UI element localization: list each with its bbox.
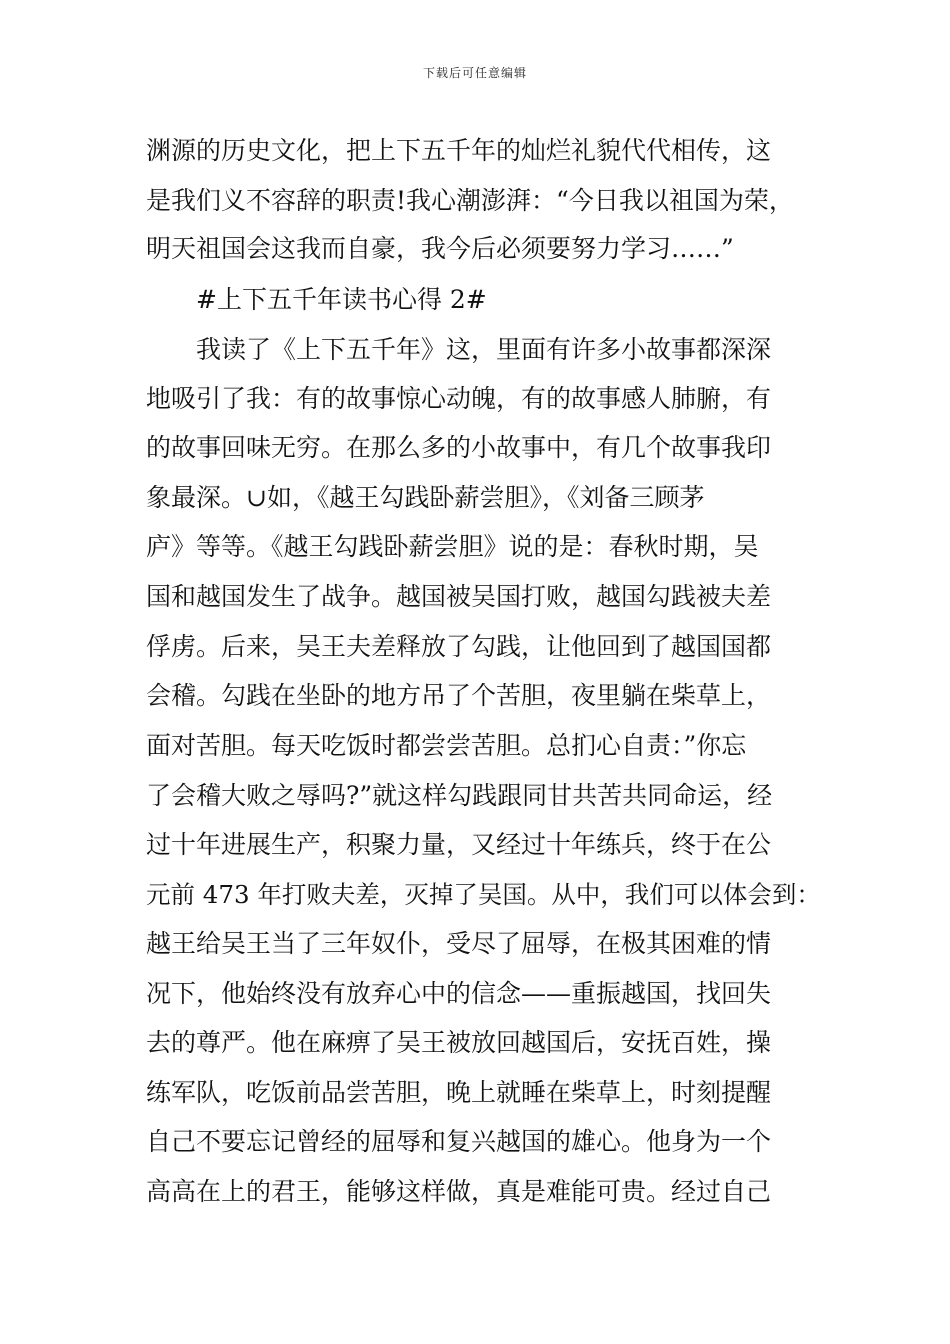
page-header: 下载后可任意编辑	[422, 66, 527, 80]
paragraph-first-line: 我读了《上下五千年》这，里面有许多小故事都深深	[196, 335, 772, 364]
body-line: 元前 473 年打败夫差，灭掉了吴国。从中，我们可以体会到：	[146, 880, 821, 909]
body-line: 的故事回味无穷。在那么多的小故事中，有几个故事我印	[146, 433, 772, 462]
body-line: 是我们义不容辞的职责!我心潮澎湃：“今日我以祖国为荣，	[146, 186, 794, 215]
body-line: 地吸引了我：有的故事惊心动魄，有的故事感人肺腑，有	[146, 384, 772, 413]
body-line: 自己不要忘记曾经的屈辱和复兴越国的雄心。他身为一个	[146, 1127, 772, 1156]
body-line: 明天祖国会这我而自豪，我今后必须要努力学习……”	[146, 234, 734, 263]
body-line: 越王给吴王当了三年奴仆，受尽了屈辱，在极其困难的情	[146, 929, 772, 958]
body-line: 庐》等等。《越王勾践卧薪尝胆》说的是：春秋时期，吴	[146, 532, 759, 561]
body-line: 面对苦胆。每天吃饭时都尝尝苦胆。总扪心自责：”你忘	[146, 731, 747, 760]
body-line: 练军队，吃饭前品尝苦胆，晚上就睡在柴草上，时刻提醒	[146, 1078, 772, 1107]
body-line: 高高在上的君王，能够这样做，真是难能可贵。经过自己	[146, 1177, 772, 1206]
body-line: 国和越国发生了战争。越国被吴国打败，越国勾践被夫差	[146, 582, 772, 611]
body-line: 过十年进展生产，积聚力量，又经过十年练兵，终于在公	[146, 830, 772, 859]
body-line: 象最深。∪如，《越王勾践卧薪尝胆》，《刘备三顾茅	[146, 483, 705, 512]
body-line: 去的尊严。他在麻痹了吴王被放回越国后，安抚百姓，操	[146, 1028, 772, 1057]
body-line: 渊源的历史文化，把上下五千年的灿烂礼貌代代相传，这	[146, 136, 772, 165]
body-line: 俘虏。后来，吴王夫差释放了勾践，让他回到了越国国都	[146, 632, 772, 661]
body-line: 况下，他始终没有放弃心中的信念——重振越国，找回失	[146, 979, 772, 1008]
section-heading: #上下五千年读书心得 2#	[196, 285, 487, 314]
body-line: 会稽。勾践在坐卧的地方吊了个苦胆，夜里躺在柴草上，	[146, 681, 772, 710]
body-line: 了会稽大败之辱吗?”就这样勾践跟同甘共苦共同命运，经	[146, 781, 773, 810]
